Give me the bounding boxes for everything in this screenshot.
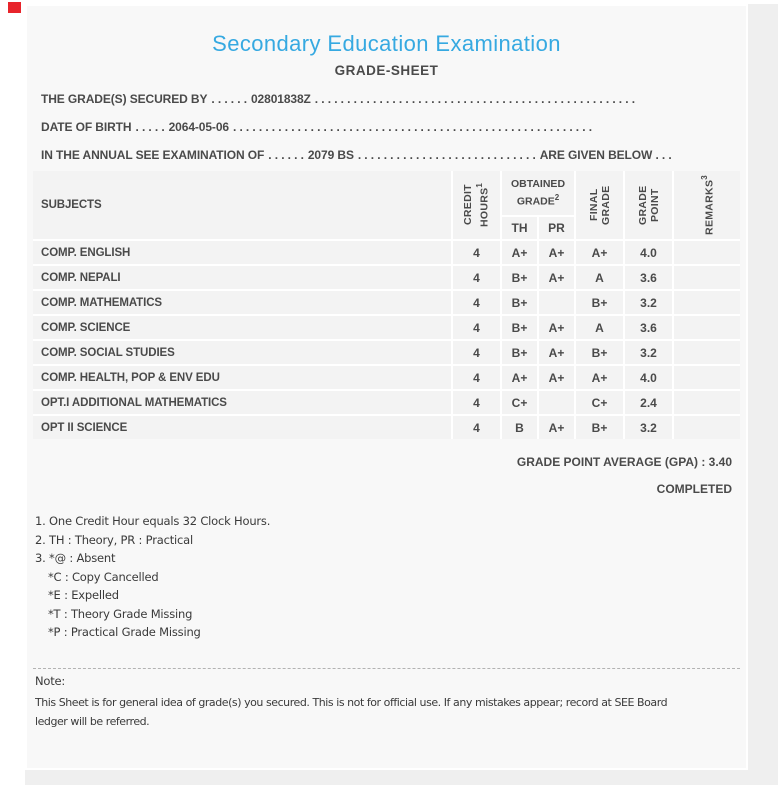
grade-point-cell: 3.2 — [625, 291, 672, 314]
are-given-below-label: ARE GIVEN BELOW . . . — [539, 148, 672, 162]
note-text-line: This Sheet is for general idea of grade(s) you secured. This is not for official use. If any mistakes appear; record at SEE Board — [35, 695, 668, 709]
grade-sheet-heading: GRADE-SHEET — [334, 63, 439, 78]
final-grade-cell: A — [576, 266, 623, 289]
grade-point-cell: 4.0 — [625, 366, 672, 389]
table-row — [33, 341, 740, 364]
final-grade-cell: A+ — [576, 241, 623, 264]
obtained-grade-subheaders — [502, 217, 574, 239]
dots: . . . . . . — [268, 148, 304, 162]
grades-table-header — [33, 171, 740, 239]
exam-year-value: 2079 BS — [307, 148, 354, 162]
dots: . . . . . . . . . . . . . . . . . . . . . . . . . . . . — [357, 148, 536, 162]
date-of-birth-line — [41, 113, 736, 141]
credit-cell: 4 — [453, 266, 500, 289]
pr-grade-cell: A+ — [539, 241, 574, 264]
credit-cell: 4 — [453, 316, 500, 339]
th-grade-cell: B+ — [502, 291, 537, 314]
dots: . . . . . — [135, 120, 165, 134]
credit-cell: 4 — [453, 416, 500, 439]
subject-cell: OPT II SCIENCE — [33, 416, 451, 439]
table-row — [33, 291, 740, 314]
th-grade-cell: A+ — [502, 366, 537, 389]
note-text-line: ledger will be referred. — [35, 714, 150, 728]
student-info — [41, 85, 736, 169]
final-grade-cell: A — [576, 316, 623, 339]
grade-point-cell: 3.6 — [625, 316, 672, 339]
exam-year-line — [41, 141, 736, 169]
note-body — [33, 693, 740, 731]
footnotes — [35, 512, 740, 642]
pr-grade-cell: A+ — [539, 266, 574, 289]
dots: . . . . . . — [211, 92, 247, 106]
date-of-birth-label: DATE OF BIRTH — [41, 120, 132, 134]
remarks-header: REMARKS$^3$ — [674, 171, 740, 239]
pr-subheader: PR — [539, 217, 574, 239]
pr-grade-cell: A+ — [539, 366, 574, 389]
subject-cell: COMP. NEPALI — [33, 266, 451, 289]
th-grade-cell: A+ — [502, 241, 537, 264]
dots: . . . . . . . . . . . . . . . . . . . . . . . . . . . . . . . . . . . . . . . . . . . . . . . . . . — [314, 92, 635, 106]
th-grade-cell: B+ — [502, 316, 537, 339]
pr-grade-cell: A+ — [539, 316, 574, 339]
credit-hours-header: CREDIT HOURS$^1$ — [453, 171, 500, 239]
credit-cell: 4 — [453, 366, 500, 389]
remarks-cell — [674, 391, 740, 414]
table-row — [33, 266, 740, 289]
table-row — [33, 416, 740, 439]
note-heading: Note: — [35, 673, 66, 688]
remarks-cell — [674, 316, 740, 339]
th-subheader: TH — [502, 217, 537, 239]
grade-point-cell: 2.4 — [625, 391, 672, 414]
table-row — [33, 316, 740, 339]
remarks-cell — [674, 241, 740, 264]
pr-grade-cell: A+ — [539, 341, 574, 364]
final-grade-cell: C+ — [576, 391, 623, 414]
th-grade-cell: B — [502, 416, 537, 439]
footnote-theory-missing: *T : Theory Grade Missing — [48, 606, 193, 621]
subject-cell: COMP. HEALTH, POP & ENV EDU — [33, 366, 451, 389]
footnote-practical-missing: *P : Practical Grade Missing — [48, 625, 201, 639]
footnote-copy-cancelled: *C : Copy Cancelled — [48, 569, 159, 584]
grade-point-cell: 4.0 — [625, 241, 672, 264]
completed-status: COMPLETED — [656, 482, 732, 496]
credit-cell: 4 — [453, 291, 500, 314]
final-grade-cell: B+ — [576, 291, 623, 314]
page-title: Secondary Education Examination — [212, 31, 561, 56]
red-marker — [8, 2, 21, 13]
student-symbol-number: 02801838Z — [250, 92, 311, 106]
footnote-th-pr: 2. TH : Theory, PR : Practical — [35, 532, 193, 547]
remarks-cell — [674, 416, 740, 439]
pr-grade-cell: A+ — [539, 416, 574, 439]
table-row — [33, 391, 740, 414]
grade-point-header: GRADE POINT — [625, 171, 672, 239]
subject-cell: COMP. MATHEMATICS — [33, 291, 451, 314]
date-of-birth-value: 2064-05-06 — [168, 120, 229, 134]
table-row — [33, 366, 740, 389]
secured-by-line — [41, 85, 736, 113]
pr-grade-cell — [539, 391, 574, 414]
grade-point-cell: 3.2 — [625, 341, 672, 364]
obtained-grade-header-group — [502, 171, 574, 239]
final-grade-cell: B+ — [576, 416, 623, 439]
credit-cell: 4 — [453, 241, 500, 264]
remarks-cell — [674, 291, 740, 314]
exam-year-label: IN THE ANNUAL SEE EXAMINATION OF — [41, 148, 265, 162]
subject-cell: COMP. SOCIAL STUDIES — [33, 341, 451, 364]
footnote-expelled: *E : Expelled — [48, 588, 119, 602]
dots: . . . . . . . . . . . . . . . . . . . . . . . . . . . . . . . . . . . . . . . . . . . . . . . . . . . . . . . . — [232, 120, 592, 134]
grade-point-cell: 3.2 — [625, 416, 672, 439]
grades-table — [33, 171, 740, 439]
subjects-header: SUBJECTS — [33, 171, 451, 239]
credit-cell: 4 — [453, 341, 500, 364]
subject-cell: COMP. ENGLISH — [33, 241, 451, 264]
final-grade-cell: A+ — [576, 366, 623, 389]
secured-by-label: THE GRADE(S) SECURED BY — [41, 92, 208, 106]
credit-cell: 4 — [453, 391, 500, 414]
gpa-summary: GRADE POINT AVERAGE (GPA) : 3.40 — [516, 455, 732, 469]
subject-cell: OPT.I ADDITIONAL MATHEMATICS — [33, 391, 451, 414]
pr-grade-cell — [539, 291, 574, 314]
th-grade-cell: B+ — [502, 341, 537, 364]
grade-sheet-panel — [25, 4, 748, 770]
table-row — [33, 241, 740, 264]
final-grade-cell: B+ — [576, 341, 623, 364]
subject-cell: COMP. SCIENCE — [33, 316, 451, 339]
final-grade-header: FINAL GRADE — [576, 171, 623, 239]
th-grade-cell: C+ — [502, 391, 537, 414]
dashed-divider — [33, 668, 740, 669]
grade-point-cell: 3.6 — [625, 266, 672, 289]
th-grade-cell: B+ — [502, 266, 537, 289]
obtained-grade-header: OBTAINED GRADE$^2$ — [502, 171, 574, 215]
remarks-cell — [674, 341, 740, 364]
footnote-credit-hour: 1. One Credit Hour equals 32 Clock Hours. — [35, 514, 271, 528]
remarks-cell — [674, 266, 740, 289]
page-background — [25, 4, 778, 785]
footnote-absent: 3. *@ : Absent — [35, 551, 116, 565]
remarks-cell — [674, 366, 740, 389]
